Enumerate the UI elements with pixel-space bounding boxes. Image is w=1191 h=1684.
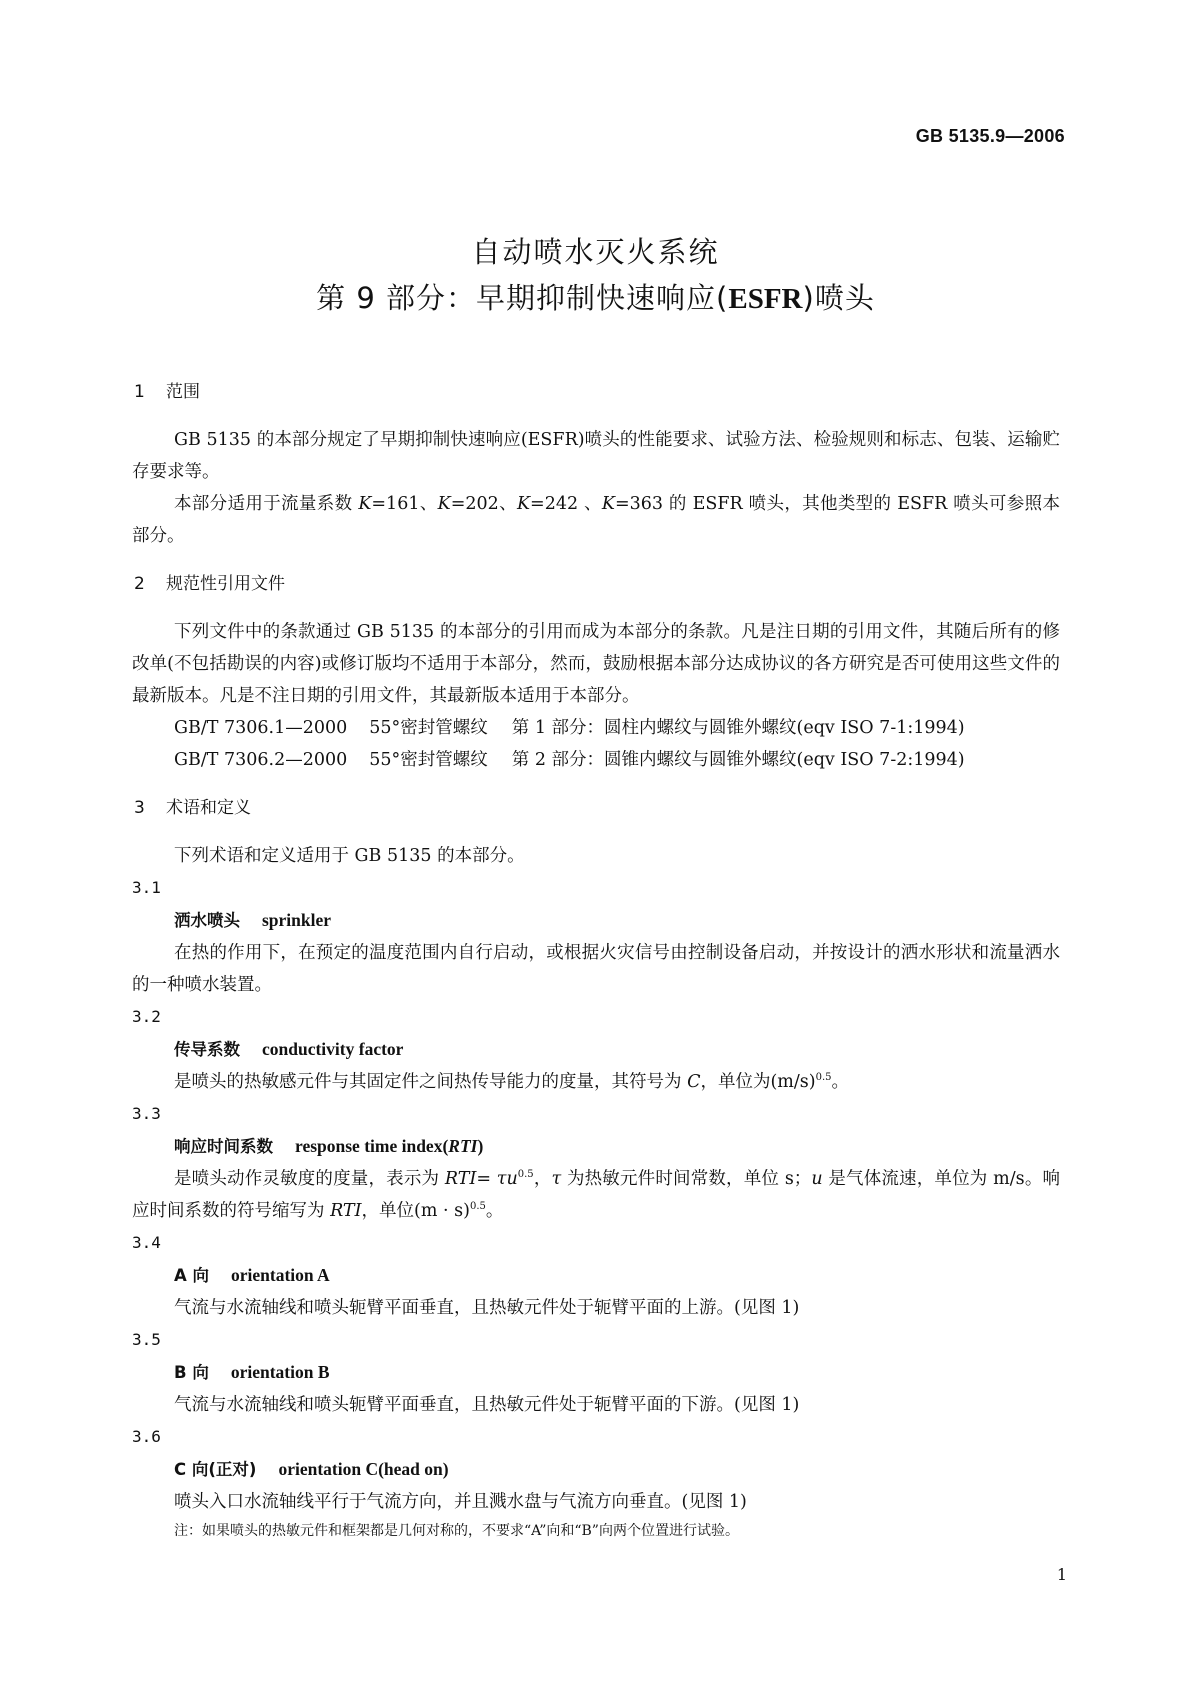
text-span: =202、	[450, 494, 517, 514]
document-body	[132, 374, 1060, 1544]
section-title: 术语和定义	[166, 798, 251, 818]
exponent: 0.5	[815, 1072, 832, 1084]
term-en: orientation C(head on)	[278, 1459, 449, 1479]
section-1-paragraph-1: GB 5135 的本部分规定了早期抑制快速响应(ESFR)喷头的性能要求、试验方法、检验规则和标志、包装、运输贮存要求等。	[132, 430, 1060, 482]
term-number: 3.4	[132, 1233, 161, 1252]
reference-item	[132, 712, 1060, 744]
exponent: 0.5	[517, 1169, 534, 1181]
term-name	[132, 1130, 1060, 1163]
term-name	[132, 1356, 1060, 1389]
text-span: )	[477, 1136, 484, 1156]
text-span: 本部分适用于流量系数	[174, 494, 353, 514]
term-en: conductivity factor	[262, 1039, 404, 1059]
section-3-intro: 下列术语和定义适用于 GB 5135 的本部分。	[174, 846, 525, 866]
term-name	[132, 1259, 1060, 1292]
reference-code: GB/T 7306.2—2000	[174, 750, 348, 770]
section-3-heading	[132, 790, 1060, 826]
term-en: orientation B	[230, 1362, 330, 1382]
k-symbol: K	[516, 494, 531, 514]
rti-symbol: RTI	[444, 1169, 477, 1189]
text-span: 是气体流速，单位为 m/s。响应时间系数的符号缩写为	[132, 1169, 1061, 1221]
reference-part: 第 1 部分：圆柱内螺纹与圆锥外螺纹(eqv ISO 7-1:1994)	[511, 718, 965, 738]
term-zh: 响应时间系数	[174, 1137, 273, 1156]
term-definition: 气流与水流轴线和喷头轭臂平面垂直，且热敏元件处于轭臂平面的上游。(见图 1)	[174, 1298, 800, 1318]
text-span: 。	[485, 1201, 504, 1221]
c-symbol: C	[687, 1072, 701, 1092]
term-definition: 气流与水流轴线和喷头轭臂平面垂直，且热敏元件处于轭臂平面的下游。(见图 1)	[174, 1395, 800, 1415]
section-title: 规范性引用文件	[166, 574, 285, 594]
section-number: 3	[134, 798, 145, 818]
reference-part: 第 2 部分：圆锥内螺纹与圆锥外螺纹(eqv ISO 7-2:1994)	[511, 750, 965, 770]
section-2-heading	[132, 566, 1060, 602]
k-symbol: K	[601, 494, 615, 514]
text-span: 是喷头动作灵敏度的度量，表示为	[174, 1169, 445, 1189]
term-zh: C 向(正对)	[174, 1460, 257, 1479]
term-zh: 洒水喷头	[174, 911, 240, 930]
term-zh: A 向	[174, 1266, 210, 1285]
title-line-2-suffix: )喷头	[802, 281, 875, 315]
text-span: ，单位为(m/s)	[700, 1072, 816, 1092]
term-name	[132, 1453, 1060, 1486]
term-en: orientation A	[231, 1265, 330, 1285]
tau-symbol: τ	[551, 1169, 562, 1189]
term-zh: 传导系数	[174, 1040, 240, 1059]
text-span: =242 、	[530, 494, 602, 514]
page-number: 1	[1056, 1565, 1067, 1584]
term-definition	[132, 1066, 1060, 1098]
term-number: 3.6	[132, 1427, 161, 1446]
note: 注：如果喷头的热敏元件和框架都是几何对称的，不要求“A”向和“B”向两个位置进行试验。	[174, 1523, 739, 1539]
standard-number: GB 5135.9—2006	[915, 126, 1065, 146]
term-definition: 在热的作用下，在预定的温度范围内自行启动，或根据火灾信号由控制设备启动，并按设计的洒水形状和流量洒水的一种喷水装置。	[132, 943, 1060, 995]
text-span: =161、	[371, 494, 438, 514]
term-en: sprinkler	[262, 910, 332, 930]
text-span: ，	[533, 1169, 552, 1189]
term-number: 3.2	[132, 1007, 161, 1026]
text-span: 。	[831, 1072, 849, 1092]
rti-symbol: RTI	[330, 1201, 362, 1221]
term-en	[295, 1136, 483, 1156]
text-span: ，单位(m · s)	[361, 1201, 470, 1221]
term-zh: B 向	[174, 1363, 209, 1382]
exponent: 0.5	[469, 1201, 486, 1213]
section-number: 2	[134, 574, 145, 594]
reference-item	[132, 744, 1060, 776]
text-span: =363 的 ESFR 喷头，其他类型的 ESFR 喷头可参照本部分。	[132, 494, 1060, 546]
term-name	[132, 904, 1060, 937]
section-1-heading	[132, 374, 1060, 410]
section-2-paragraph-1: 下列文件中的条款通过 GB 5135 的本部分的引用而成为本部分的条款。凡是注日期的引用文件，其随后所有的修改单(不包括勘误的内容)或修订版均不适用于本部分，然而，鼓励根据本部分达成协议的各方研究是否可使用这些文件的最新版本。凡是不注日期的引用文件，其最新版本适用于本部分。	[132, 622, 1060, 706]
term-name	[132, 1033, 1060, 1066]
title-line-2-prefix: 第 9 部分：早期抑制快速响应(	[316, 281, 729, 315]
section-number: 1	[134, 382, 145, 402]
text-span: response time index(	[295, 1136, 449, 1156]
term-number: 3.5	[132, 1330, 161, 1349]
term-definition: 喷头入口水流轴线平行于气流方向，并且溅水盘与气流方向垂直。(见图 1)	[174, 1492, 747, 1512]
tau-u-symbol: τu	[496, 1169, 518, 1189]
term-definition	[132, 1163, 1060, 1227]
reference-name: 55°密封管螺纹	[369, 750, 488, 770]
section-1-paragraph-2	[132, 488, 1060, 552]
k-symbol: K	[358, 494, 372, 514]
term-number: 3.1	[132, 878, 161, 897]
title-line-2	[0, 276, 1191, 317]
term-number: 3.3	[132, 1104, 161, 1123]
section-title: 范围	[166, 382, 200, 402]
reference-name: 55°密封管螺纹	[369, 718, 488, 738]
k-symbol: K	[437, 494, 451, 514]
text-span: =	[476, 1169, 497, 1189]
rti-symbol: RTI	[448, 1136, 478, 1156]
text-span: 是喷头的热敏感元件与其固定件之间热传导能力的度量，其符号为	[174, 1072, 688, 1092]
title-line-1: 自动喷水灭火系统	[471, 235, 720, 269]
text-span: 为热敏元件时间常数，单位 s；	[561, 1169, 812, 1189]
reference-code: GB/T 7306.1—2000	[174, 718, 348, 738]
u-symbol: u	[811, 1169, 823, 1189]
title-line-2-en: ESFR	[728, 283, 803, 315]
